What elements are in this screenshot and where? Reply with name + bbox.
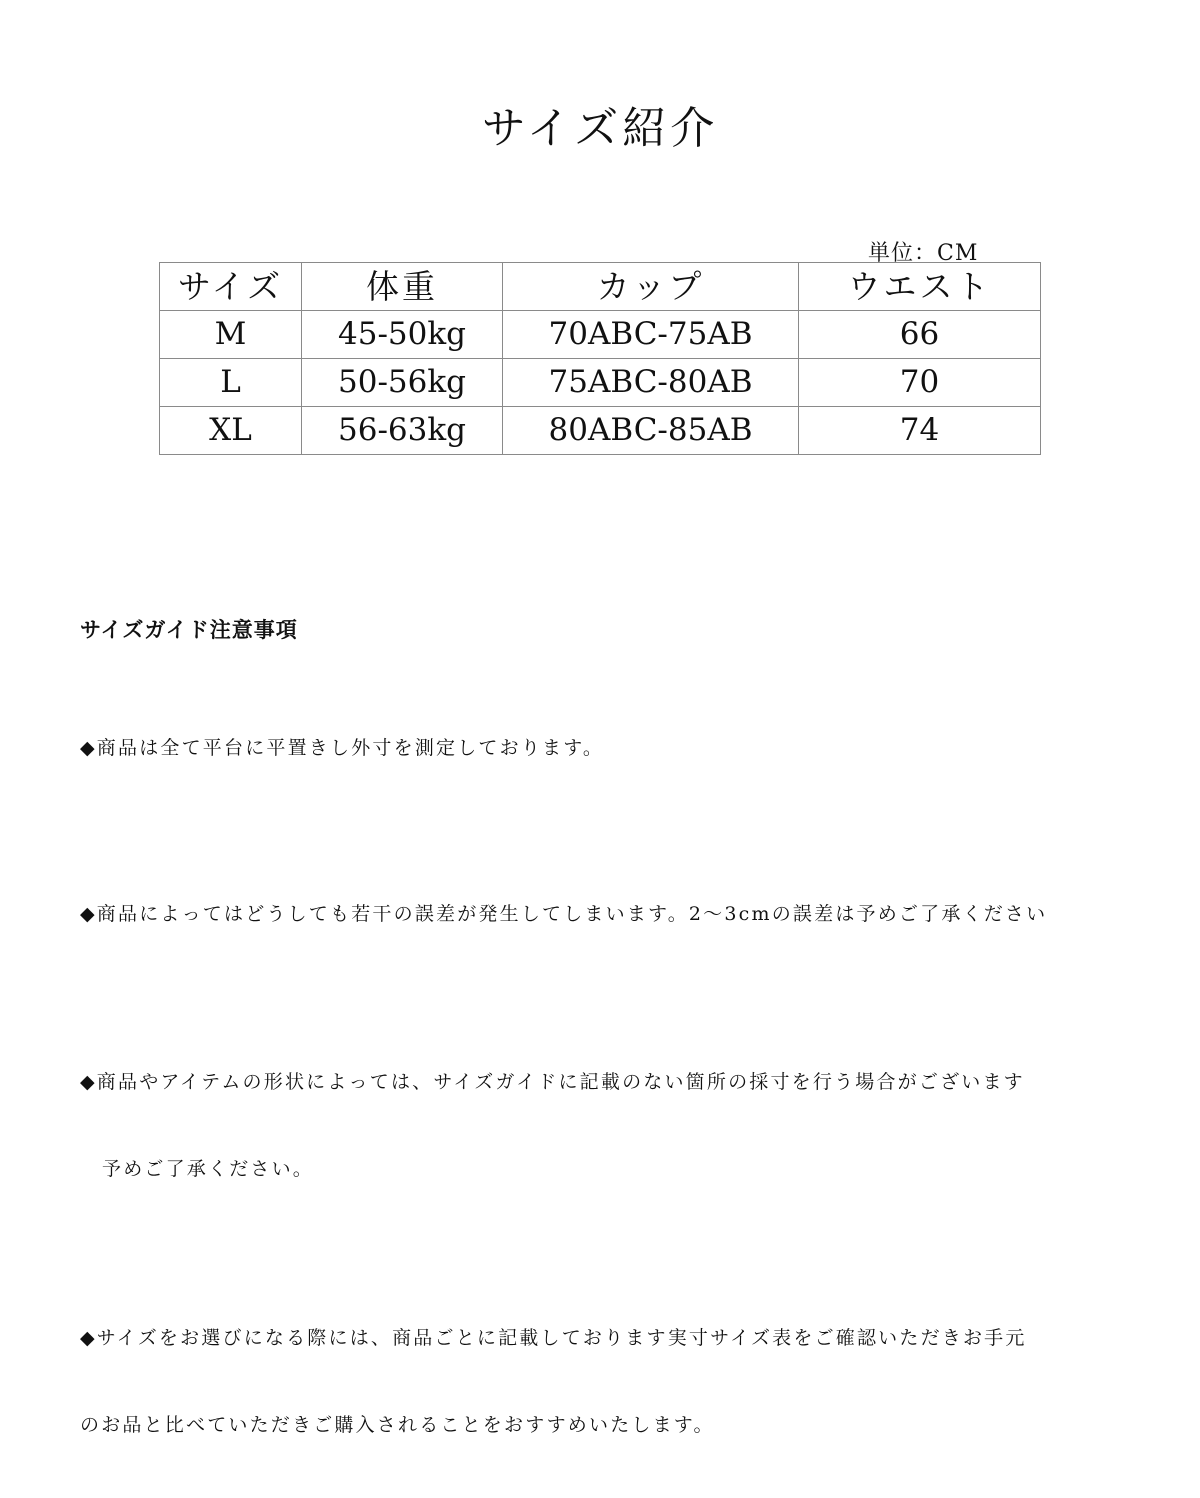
- cell-size: L: [160, 359, 302, 407]
- cell-waist: 70: [799, 359, 1041, 407]
- note-item: [80, 842, 1170, 987]
- column-header-weight: 体重: [302, 263, 503, 311]
- table-header-row: [160, 263, 1041, 311]
- note-item: [80, 676, 1170, 821]
- cell-size: XL: [160, 407, 302, 455]
- size-table: [159, 262, 1041, 455]
- cell-waist: 74: [799, 407, 1041, 455]
- note-item: [80, 1266, 1170, 1498]
- column-header-waist: ウエスト: [799, 263, 1041, 311]
- cell-cup: 80ABC-85AB: [503, 407, 799, 455]
- note-item: [80, 1010, 1170, 1242]
- unit-label: 単位：CM: [868, 241, 979, 266]
- cell-size: M: [160, 311, 302, 359]
- table-row: [160, 407, 1041, 455]
- note-line: のお品と比べていただきご購入されることをおすすめいたします。: [80, 1414, 715, 1436]
- note-line: ◆商品は全て平台に平置きし外寸を測定しております。: [80, 737, 605, 759]
- note-line: ◆商品やアイテムの形状によっては、サイズガイドに記載のない箇所の採寸を行う場合がございます: [80, 1071, 1025, 1093]
- table-row: [160, 359, 1041, 407]
- note-line: 予めご了承ください。: [102, 1158, 315, 1180]
- cell-cup: 75ABC-80AB: [503, 359, 799, 407]
- table-row: [160, 311, 1041, 359]
- cell-weight: 45-50kg: [302, 311, 503, 359]
- note-line: ◆サイズをお選びになる際には、商品ごとに記載しております実寸サイズ表をご確認いただきお手元: [80, 1327, 1027, 1349]
- cell-weight: 50-56kg: [302, 359, 503, 407]
- page-title: サイズ紹介: [481, 103, 719, 154]
- notes-title: サイズガイド注意事項: [80, 617, 298, 642]
- size-guide-notes: [80, 614, 1170, 1498]
- cell-cup: 70ABC-75AB: [503, 311, 799, 359]
- column-header-cup: カップ: [503, 263, 799, 311]
- cell-waist: 66: [799, 311, 1041, 359]
- cell-weight: 56-63kg: [302, 407, 503, 455]
- column-header-size: サイズ: [160, 263, 302, 311]
- note-line: ◆商品によってはどうしても若干の誤差が発生してしまいます。2〜3cmの誤差は予めご了承ください: [80, 903, 1048, 925]
